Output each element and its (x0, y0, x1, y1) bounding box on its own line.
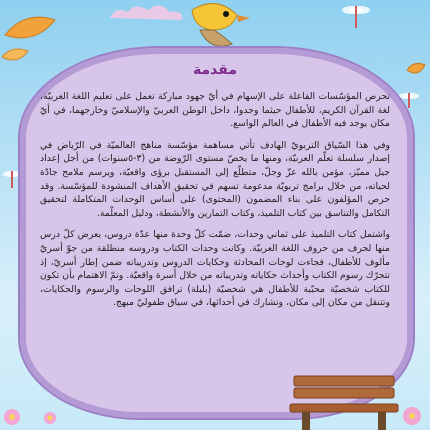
bird-character-icon (182, 0, 252, 55)
paragraph: وفي هذا السّياق التربويّ الهادف تأتي مساهمة مؤسّسة مناهج العالميّة في الرّياض في إصدار سلسلة تعلّم العربيّة، ومنها ما يخصّ مستوى الرّوضة من (٣-٥سنوات) من أجل إعداد جيل مميّز، مؤمن بالله عزّ وجلّ، متطلّع إلى المستقبل برؤى واقعيّة، ويرسم ملامح جادّة لحياته، من خلال برامج تربويّة مدعومة تسهم في تحقيق الأهداف المنشودة للمؤسّسة. وقد حرص المؤلفون على بناء المضمون (المحتوى) على أساس الوحدات المتكاملة لتحقيق التكامل والتناسق بين كتاب التلميذ، وكتاب التمارين والأنشطة، ودليل المعلّمة. (40, 139, 391, 219)
flower-decoration (0, 405, 40, 430)
intro-text (40, 90, 390, 318)
flower-decoration (40, 408, 70, 430)
bench-illustration (284, 374, 404, 430)
flower-decoration (392, 404, 430, 430)
page-title: مقدمة (193, 62, 237, 78)
paragraph: واشتمل كتاب التلميذ على ثماني وحدات، ضمّت كلّ وحدة منها عدّة دروس، يعرض كلّ درس منها لحرف من حروف اللغة العربيّة. وكانت وحدات الكتاب ودروسه منطلقة من جوّ أسريّ مألوف للأطفال، فجاءت لوحات المحادثة وحكايات الدروس وتدريباته ضمن إطار أسريّ، إذ تتحرّك رسوم الكتاب وأحداث حكاياته وتدريباته من خلال أسرة واقعيّة. وتمّ الاهتمام بأن تكون للكتاب شخصيّة محبّبة للأطفال هي شخصيّة (بلبلة) ترافق اللوحات والرسوم والحكايات، وتتنقل من مكان إلى مكان، وتشارك في أحداثها، في سياق طفوليّ مبهج. (39, 229, 390, 309)
leaf-decoration (0, 10, 60, 50)
dragonfly-icon (338, 0, 374, 30)
paragraph: تحرص المؤسّسات الفاعلة على الإسهام في أيّ جهود مباركة تعمل على تعليم اللغة العربيّة، لغة القرآن الكريم، للأطفال حيثما وجدوا، داخل الوطن العربيّ والإسلاميّ وخارجهما، في أيّ مكان يوجد فيه الأطفال في العالم الواسع. (40, 91, 390, 130)
cloud-decoration (100, 0, 190, 28)
